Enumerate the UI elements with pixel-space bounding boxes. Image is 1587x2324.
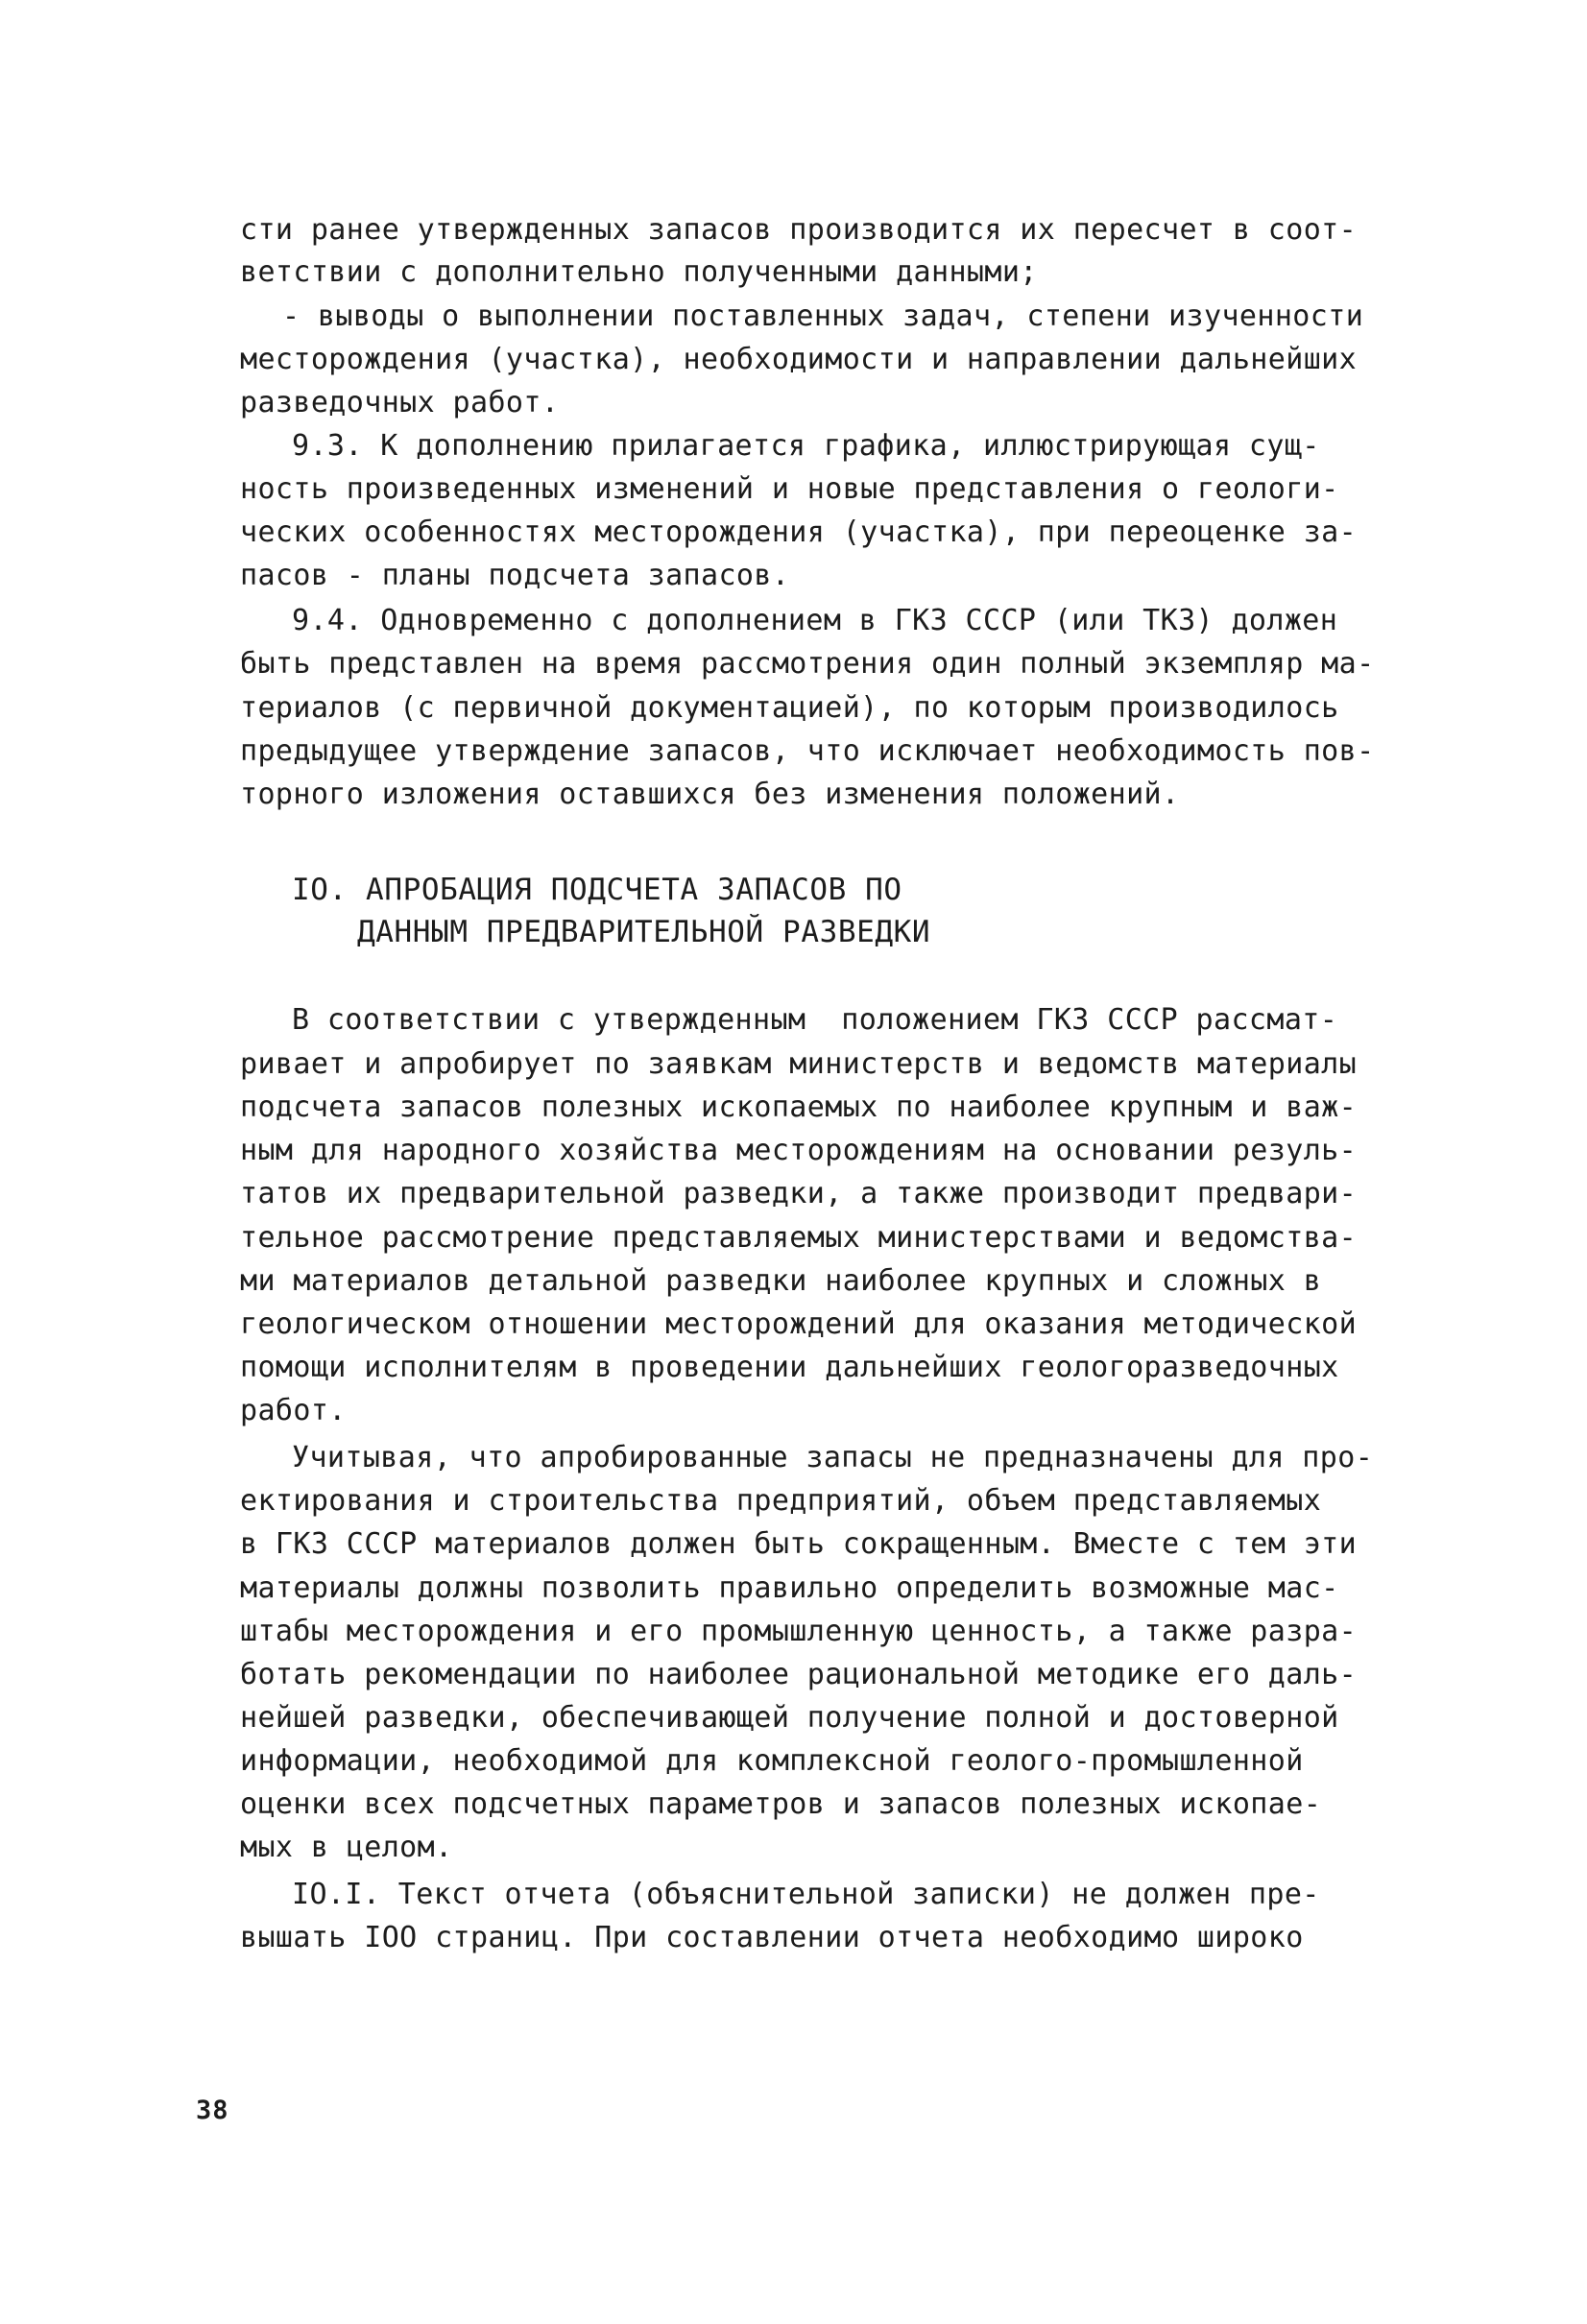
section-paragraph-line: Учитывая, что апробированные запасы не предназначены для про-	[292, 1441, 1374, 1474]
paragraph-9-3-line: ческих особенностях месторождения (участка), при переоценке за-	[240, 515, 1358, 549]
section-paragraph-line: в ГКЗ СССР материалов должен быть сокращенным. Вместе с тем эти	[240, 1527, 1358, 1561]
paragraph-9-4-line: териалов (с первичной документацией), по которым производилось	[240, 691, 1339, 725]
section-paragraph-line: ботать рекомендации по наиболее рациональной методике его даль-	[240, 1658, 1358, 1691]
section-paragraph-line: материалы должны позволить правильно определить возможные мас-	[240, 1571, 1339, 1605]
text-line: ветствии с дополнительно полученными данными;	[240, 255, 1038, 289]
page-number: 38	[196, 2096, 229, 2125]
paragraph-9-4-line: предыдущее утверждение запасов, что исключает необходимость пов-	[240, 734, 1375, 768]
paragraph-9-3-line: ность произведенных изменений и новые представления о геологи-	[240, 472, 1339, 506]
text-line: сти ранее утвержденных запасов производится их пересчет в соот-	[240, 213, 1358, 247]
section-paragraph-line: нейшей разведки, обеспечивающей получение полной и достоверной	[240, 1701, 1339, 1735]
section-paragraph-line: ектирования и строительства предприятий, объем представляемых	[240, 1484, 1322, 1518]
text-line: разведочных работ.	[240, 386, 560, 419]
section-paragraph-line: ным для народного хозяйства месторождениям на основании резуль-	[240, 1134, 1358, 1167]
section-paragraph-line: помощи исполнителям в проведении дальнейших геологоразведочных	[240, 1351, 1339, 1384]
section-paragraph-line: работ.	[240, 1394, 347, 1427]
section-paragraph-line: В соответствии с утвержденным положением ГКЗ СССР рассмат-	[292, 1003, 1338, 1037]
section-paragraph-line: геологическом отношении месторождений для оказания методической	[240, 1307, 1358, 1341]
section-paragraph-line: мых в целом.	[240, 1831, 453, 1864]
paragraph-9-3-line: пасов - планы подсчета запасов.	[240, 559, 790, 592]
section-paragraph-line: ми материалов детальной разведки наиболее крупных и сложных в	[240, 1264, 1322, 1298]
text-line: месторождения (участка), необходимости и направлении дальнейших	[240, 343, 1358, 376]
text-line: - выводы о выполнении поставленных задач, степени изученности	[282, 299, 1364, 333]
section-paragraph-line: подсчета запасов полезных ископаемых по наиболее крупным и важ-	[240, 1090, 1358, 1124]
paragraph-10-1-line: вышать IOO страниц. При составлении отчета необходимо широко	[240, 1921, 1304, 1954]
paragraph-9-3-line: 9.3. К дополнению прилагается графика, иллюстрирующая сущ-	[292, 429, 1320, 463]
section-heading: IO. АПРОБАЦИЯ ПОДСЧЕТА ЗАПАСОВ ПО	[292, 873, 902, 907]
paragraph-9-4-line: быть представлен на время рассмотрения один полный экземпляр ма-	[240, 647, 1375, 681]
section-paragraph-line: информации, необходимой для комплексной геолого-промышленной	[240, 1744, 1304, 1778]
paragraph-10-1-line: IO.I. Текст отчета (объяснительной записки) не должен пре-	[292, 1878, 1320, 1911]
section-paragraph-line: оценки всех подсчетных параметров и запасов полезных ископае-	[240, 1787, 1322, 1821]
section-paragraph-line: тельное рассмотрение представляемых министерствами и ведомства-	[240, 1221, 1358, 1255]
paragraph-9-4-line: торного изложения оставшихся без изменения положений.	[240, 778, 1180, 811]
section-paragraph-line: татов их предварительной разведки, а также производит предвари-	[240, 1177, 1358, 1210]
section-paragraph-line: штабы месторождения и его промышленную ценность, а также разра-	[240, 1615, 1358, 1648]
section-paragraph-line: ривает и апробирует по заявкам министерств и ведомств материалы	[240, 1047, 1358, 1081]
paragraph-9-4-line: 9.4. Одновременно с дополнением в ГКЗ СССР (или ТКЗ) должен	[292, 604, 1338, 637]
section-heading: ДАННЫМ ПРЕДВАРИТЕЛЬНОЙ РАЗВЕДКИ	[357, 915, 931, 949]
